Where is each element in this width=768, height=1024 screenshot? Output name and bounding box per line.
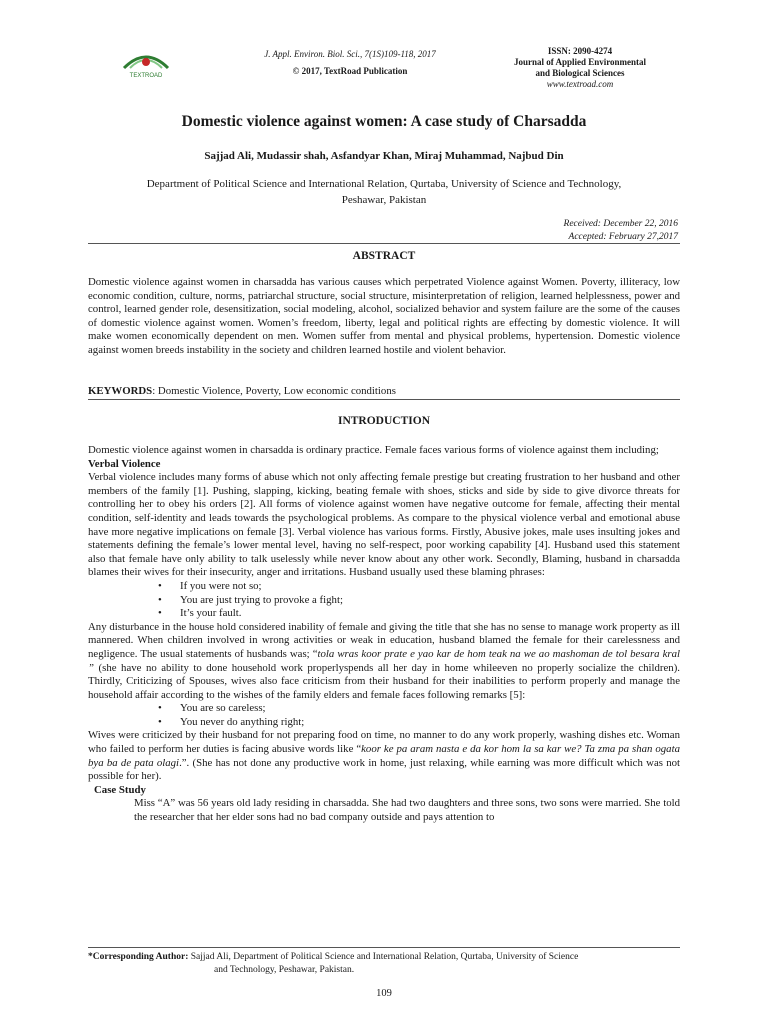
affiliation (80, 176, 688, 208)
textroad-logo (118, 46, 174, 80)
received-date: Received: December 22, 2016 (563, 219, 678, 229)
journal-name-line-1: Journal of Applied Environmental (513, 57, 647, 67)
body-text (88, 444, 680, 825)
corresponding-author-footnote (88, 951, 680, 976)
list-item: • You never do anything right; (158, 715, 305, 728)
intro-paragraph: Domestic violence against women in charsadda is ordinary practice. Female faces various forms of violence against them including; (88, 444, 659, 456)
paper-title: Domestic violence against women: A case study of Charsadda (181, 113, 587, 130)
keywords-label: KEYWORDS (88, 385, 153, 397)
bullet-icon: • (158, 702, 162, 715)
verbal-violence-paragraph: Verbal violence includes many forms of abuse which not only affecting female prestige but creating frustration to her husband and other members of the family [1]. Pushing, slapping, kicking, beating female with shoes, sticks and side by side to give divorce threats for controlling her to obey his orders [2]. All forms of violence against women have negative outcome for female, affecting their mental condition, self-identity and leads towards the psychological problems. As compare to the physical violence verbal and emotional abuse have more negative implications on female [3]. Verbal violence has various forms. Firstly, Abusive jokes, male uses insulting jokes and statements defining the female’s lower mental level, having no self-respect, poor working capability [4]. Husband used this statement also that female have only ability to talk uselessly while never know about any other work. Secondly, Blaming, husband in charsadda blames their wives for their insecurity, anger and irritations. Husband usually used these blaming phrases: (88, 471, 680, 579)
affiliation-line-2: Peshawar, Pakistan (341, 194, 427, 206)
bullet-icon: • (158, 579, 162, 592)
copyright-line: © 2017, TextRoad Publication (292, 66, 408, 76)
list-item: • If you were not so; (158, 579, 262, 592)
keywords (88, 385, 680, 397)
bullet-icon: • (158, 593, 162, 606)
case-study-paragraph: Miss “A” was 56 years old lady residing in charsadda. She had two daughters and three sons, two sons were married. She told the researcher that her elder sons had no bad company outside and pays attention to (134, 797, 680, 824)
divider (88, 243, 680, 244)
author-list: Sajjad Ali, Mudassir shah, Asfandyar Khan, Miraj Muhammad, Najbud Din (204, 150, 564, 162)
divider (88, 399, 680, 400)
footnote-text: Sajjad Ali, Department of Political Science and International Relation, Qurtaba, University of Science (188, 952, 579, 962)
logo-text: TEXTROAD (129, 73, 163, 79)
journal-citation: J. Appl. Environ. Biol. Sci., 7(1S)109-118, 2017 (264, 49, 436, 59)
footnote-divider (88, 947, 680, 948)
pashto-quote: koor ke pa aram nasta e da kor hom la sa kar we? Ta zma pa shan ogata bya ba de pata olagi (88, 743, 680, 769)
page-number: 109 (376, 988, 392, 999)
blame-phrases-list (88, 580, 680, 621)
verbal-violence-heading: Verbal Violence (88, 457, 161, 470)
list-item: • You are so careless; (158, 702, 266, 715)
disturbance-paragraph: Any disturbance in the house hold considered inability of female and giving the title that she has no sense to manage work property as ill mannered. When children involved in wrong activities or weak in education, husband blamed the female for their carelessness and negligence. The usual statements of husbands was; “tola wras koor prate e yao kar de hom teak na we ao mashoman de tol besara kral ” (she have no ability to done household work properlyspends all her day in home whileeven no properly socialize the children). Thirdly, Criticizing of Spouses, wives also face criticism from their husband for their inabilities to perform properly and manage the household affair according to the wishes of the family elders and female faces following remarks [5]: (88, 620, 680, 701)
bullet-icon: • (158, 607, 162, 620)
abstract-heading: ABSTRACT (352, 250, 416, 262)
wives-paragraph: Wives were criticized by their husband for not preparing food on time, no manner to do any work properly, washing dishes etc. Woman who failed to perform her duties is facing abusive words like “koor ke pa aram nasta e da kor hom la sa kar we? Ta zma pa shan ogata bya ba de pata olagi.”. (She has not done any productive work in home, just relaxing, while earning was more difficult which was not possible for her). (88, 729, 681, 783)
list-item: • It’s your fault. (158, 607, 242, 620)
case-study-heading: Case Study (94, 783, 146, 796)
journal-header (220, 46, 480, 80)
keywords-list: : Domestic Violence, Poverty, Low economic conditions (152, 385, 396, 397)
footnote-text-continued: and Technology, Peshawar, Pakistan. (214, 964, 355, 975)
journal-info (480, 46, 680, 90)
journal-name-line-2: and Biological Sciences (535, 68, 625, 78)
bullet-icon: • (158, 715, 162, 728)
affiliation-line-1: Department of Political Science and International Relation, Qurtaba, University of Science and Technology, (146, 178, 622, 190)
footnote-label: *Corresponding Author: (88, 952, 189, 962)
abstract-text: Domestic violence against women in charsadda has various causes which perpetrated Violence against Women. Poverty, illiteracy, low economic condition, culture, norms, patriarchal structure, social structure, misinterpretation of religion, learned helplessness, power and control, learned gender role, desensitization, social modeling, alcohol, socialized behavior and system failure are the some of the causes of domestic violence against women. Women’s freedom, liberty, legal and political rights are effecting by domestic violence. It will make women economically dependent on men. Women suffer from mental and physical problems, hypertension. Domestic violence against women breeds instability in the society and children learned hostile and violent behavior. (88, 276, 680, 356)
issn: ISSN: 2090-4274 (547, 46, 613, 56)
criticism-phrases-list (88, 702, 680, 729)
accepted-date: Accepted: February 27,2017 (568, 232, 678, 242)
pashto-quote: tola wras koor prate e yao kar de hom teak na we ao mashoman de tol besara kral ” (88, 647, 680, 674)
introduction-heading: INTRODUCTION (337, 415, 430, 427)
journal-website[interactable]: www.textroad.com (546, 79, 614, 89)
submission-dates (564, 218, 678, 244)
list-item: • You are just trying to provoke a fight; (158, 593, 343, 606)
